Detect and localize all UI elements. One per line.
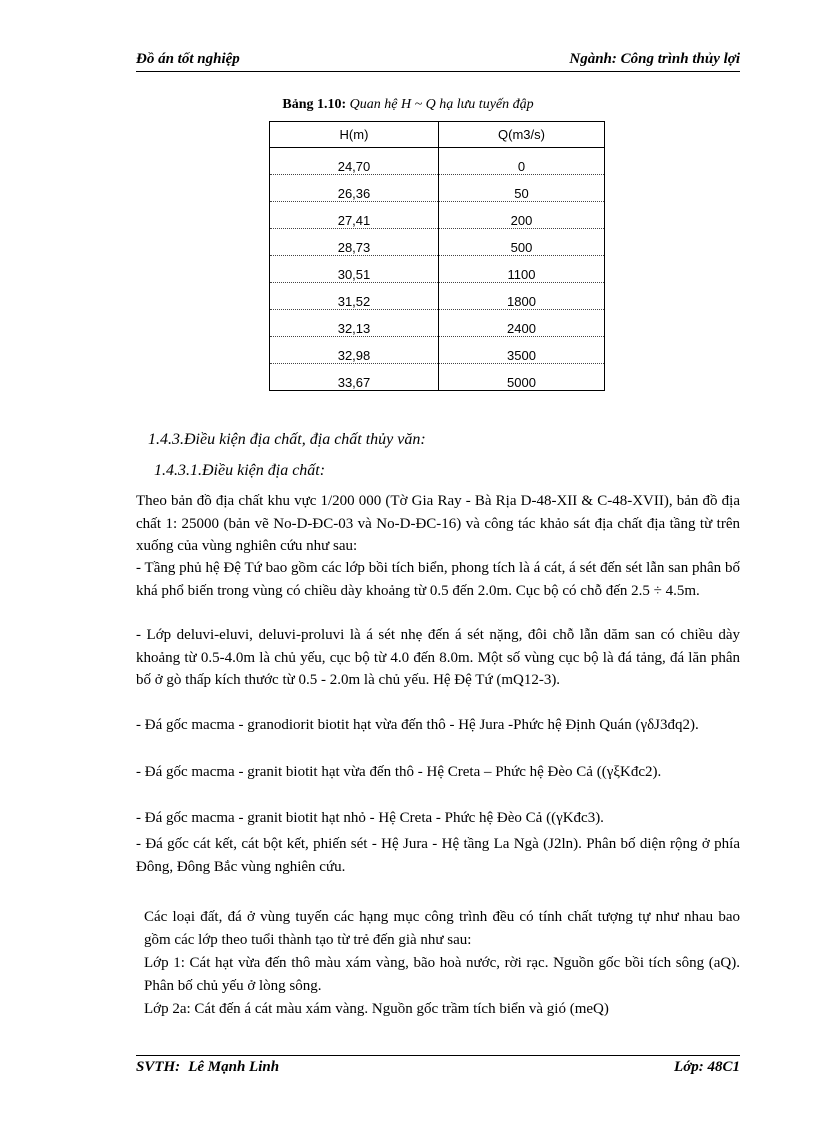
- table-row: [270, 364, 605, 391]
- table-caption-label: Bảng 1.10:: [282, 97, 347, 112]
- page-footer: [136, 1055, 740, 1076]
- table-row: [270, 256, 605, 283]
- table-row: [270, 202, 605, 229]
- cell-q: 500: [439, 229, 605, 256]
- cell-q: 1100: [439, 256, 605, 283]
- cell-h: 30,51: [270, 256, 439, 283]
- cell-q: 50: [439, 175, 605, 202]
- cell-h: 27,41: [270, 202, 439, 229]
- table-caption-text: Quan hệ H ~ Q hạ lưu tuyến đập: [349, 97, 534, 112]
- bullet-paragraph: - Đá gốc cát kết, cát bột kết, phiến sét - Hệ Jura - Hệ tầng La Ngà (J2ln). Phân bố diện rộng ở phía Đông, Đông Bắc vùng nghiên cứu.: [136, 836, 740, 875]
- column-header-q: Q(m3/s): [439, 122, 605, 148]
- cell-h: 31,52: [270, 283, 439, 310]
- intro-paragraph: Theo bản đồ địa chất khu vực 1/200 000 (Tờ Gia Ray - Bà Rịa D-48-XII & C-48-XVII), bản đồ địa chất 1: 25000 (bản vẽ No-D-ĐC-03 và No-D-ĐC-16) và công tác khảo sát địa chất địa tầng từ trên xuống của vùng nghiên cứu như sau:: [136, 493, 740, 554]
- soil-types-paragraph: Các loại đất, đá ở vùng tuyến các hạng mục công trình đều có tính chất tượng tự như nhau bao gồm các lớp theo tuổi thành tạo từ trẻ đến già như sau:: [144, 909, 740, 948]
- table-caption: [0, 97, 816, 113]
- bullet-paragraph: - Đá gốc macma - granit biotit hạt nhỏ - Hệ Creta - Phức hệ Đèo Cả ((γKđc3).: [136, 810, 604, 826]
- page-header: [136, 51, 740, 72]
- cell-q: 200: [439, 202, 605, 229]
- footer-student-name: Lê Mạnh Linh: [188, 1059, 280, 1075]
- cell-h: 24,70: [270, 148, 439, 175]
- bullet-paragraph: - Tầng phủ hệ Đệ Tứ bao gồm các lớp bồi tích biển, phong tích là á cát, á sét đến sét lẫn san phân bố khá phổ biến trong vùng có chiều dày khoảng từ 0.5 đến 2.0m. Cục bộ có chỗ đến 2.5 ÷ 4.5m.: [136, 560, 740, 599]
- subsection-heading: 1.4.3.1.Điều kiện địa chất:: [154, 462, 326, 479]
- footer-student-label: SVTH:: [136, 1059, 181, 1075]
- footer-student: [136, 1059, 279, 1076]
- section-heading: 1.4.3.Điều kiện địa chất, địa chất thủy văn:: [148, 431, 426, 448]
- table-row: [270, 337, 605, 364]
- table-row: [270, 229, 605, 256]
- header-right-title: Ngành: Công trình thủy lợi: [569, 51, 740, 67]
- cell-h: 32,13: [270, 310, 439, 337]
- footer-class: Lớp: 48C1: [674, 1059, 740, 1075]
- cell-q: 0: [439, 148, 605, 175]
- bullet-paragraph: - Lớp deluvi-eluvi, deluvi-proluvi là á sét nhẹ đến á sét nặng, đôi chỗ lẫn dăm san có chiều dày khoảng từ 0.5-4.0m là chủ yếu, cục bộ từ 4.0 đến 8.0m. Một số vùng cục bộ là đá tảng, đá lăn phân bố ở gò thấp kích thước từ 0.5 - 2.0m là chủ yếu. Hệ Đệ Tứ (mQ12-3).: [136, 627, 740, 688]
- layer-paragraph: Lớp 1: Cát hạt vừa đến thô màu xám vàng, bão hoà nước, rời rạc. Nguồn gốc bồi tích sông (aQ). Phân bố chủ yếu ở lòng sông.: [144, 955, 740, 994]
- header-left-title: Đồ án tốt nghiệp: [136, 51, 240, 67]
- table-row: [270, 148, 605, 175]
- cell-q: 3500: [439, 337, 605, 364]
- bullet-paragraph: - Đá gốc macma - granit biotit hạt vừa đến thô - Hệ Creta – Phức hệ Đèo Cả ((γξKđc2).: [136, 764, 662, 780]
- cell-q: 5000: [439, 364, 605, 391]
- table-header-row: [270, 122, 605, 148]
- table-row: [270, 175, 605, 202]
- layer-paragraph: Lớp 2a: Cát đến á cát màu xám vàng. Nguồn gốc trầm tích biển và gió (meQ): [144, 1001, 609, 1017]
- hq-relation-table: [269, 121, 605, 391]
- cell-h: 26,36: [270, 175, 439, 202]
- cell-q: 1800: [439, 283, 605, 310]
- table-row: [270, 283, 605, 310]
- column-header-h: H(m): [270, 122, 439, 148]
- cell-h: 33,67: [270, 364, 439, 391]
- bullet-paragraph: - Đá gốc macma - granodiorit biotit hạt vừa đến thô - Hệ Jura -Phức hệ Định Quán (γδJ3đq2).: [136, 717, 699, 733]
- cell-h: 32,98: [270, 337, 439, 364]
- cell-h: 28,73: [270, 229, 439, 256]
- table-row: [270, 310, 605, 337]
- cell-q: 2400: [439, 310, 605, 337]
